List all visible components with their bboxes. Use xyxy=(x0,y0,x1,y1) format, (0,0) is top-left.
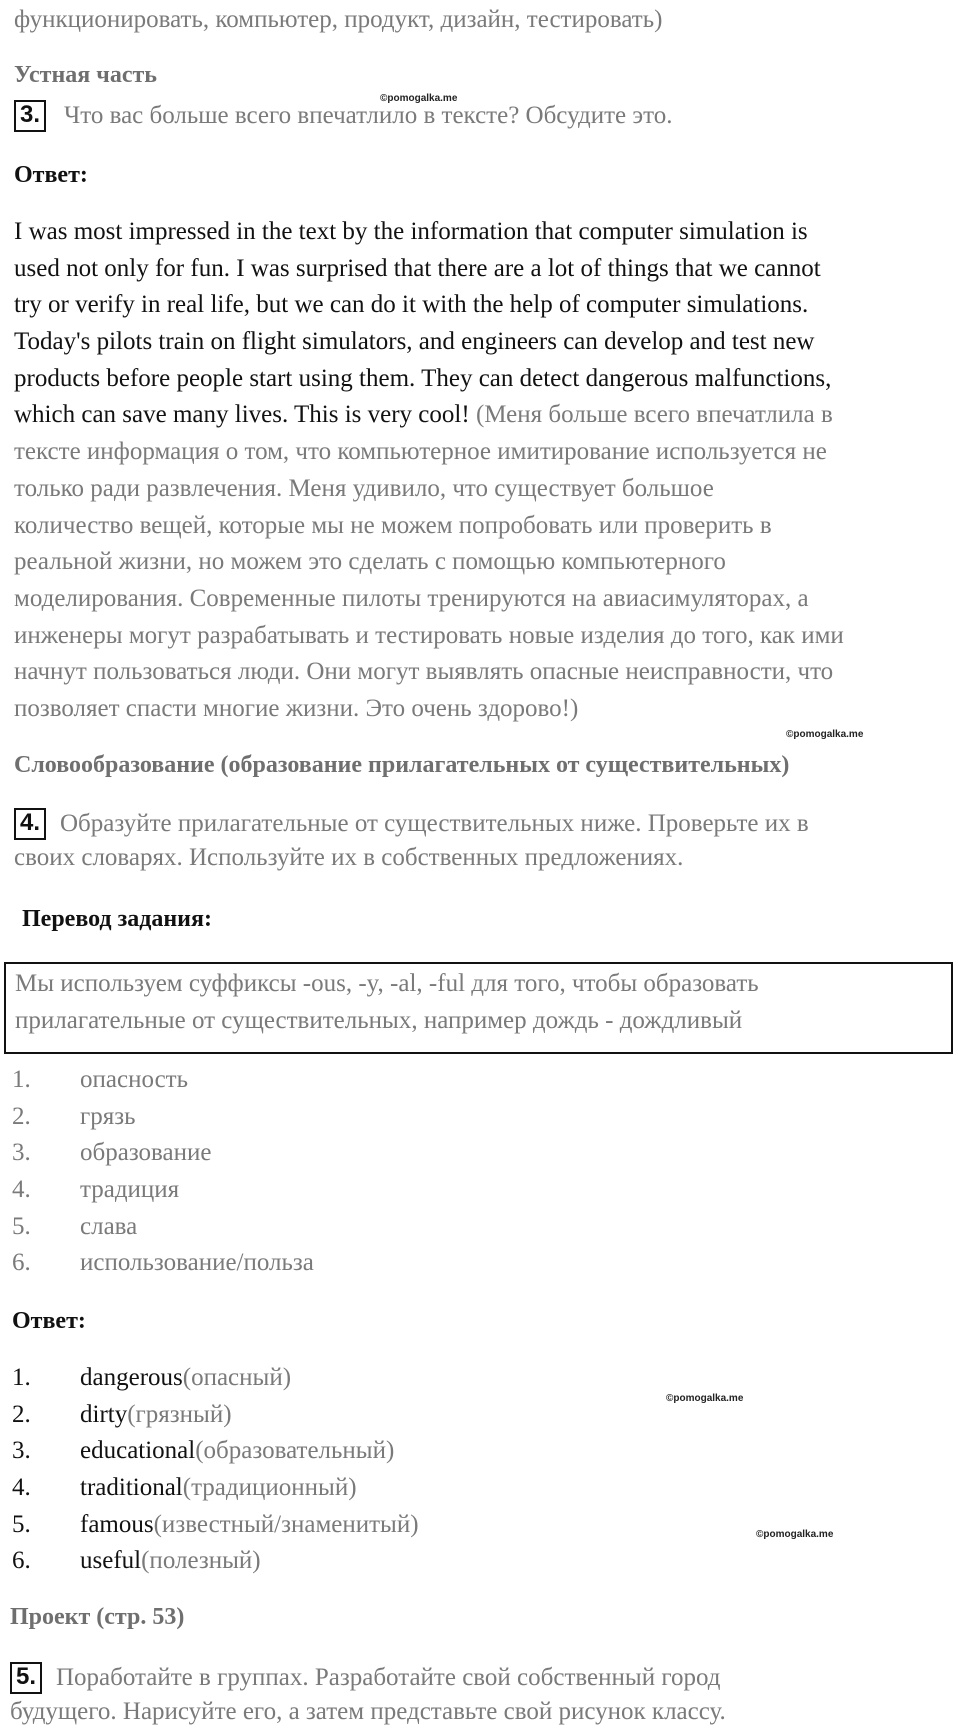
translation-line: Мы используем суффиксы -ous, -y, -al, -ful для того, чтобы образовать xyxy=(15,970,759,997)
answer-line-en: Today's pilots train on flight simulators, and engineers can develop and test new xyxy=(14,328,815,356)
answer-line-ru: только ради развлечения. Меня удивило, что существует большое xyxy=(14,474,714,502)
watermark: ©pomogalka.me xyxy=(786,729,864,740)
task-5 xyxy=(10,1662,726,1731)
watermark: ©pomogalka.me xyxy=(756,1529,834,1540)
list-item: 5. слава xyxy=(12,1212,138,1240)
top-line: функционировать, компьютер, продукт, дизайн, тестировать) xyxy=(14,6,663,33)
answer-line-mixed xyxy=(14,397,954,434)
task-number: 3. xyxy=(14,100,46,132)
task-number: 5. xyxy=(10,1662,42,1694)
answer-line-en: used not only for fun. I was surprised that there are a lot of things that we cannot xyxy=(14,254,821,282)
answer-line-ru: инженеры могут разрабатывать и тестировать новые изделия до того, как ими xyxy=(14,621,844,649)
nouns-list xyxy=(12,1062,314,1282)
task-text: своих словарях. Используйте их в собственных предложениях. xyxy=(14,844,684,871)
answer-label: Ответ: xyxy=(14,162,88,188)
answer-label: Ответ: xyxy=(12,1308,86,1334)
translation-line: прилагательные от существительных, например дождь - дождливый xyxy=(15,1006,743,1034)
answer-line-ru: тексте информация о том, что компьютерное имитирование используется не xyxy=(14,438,827,466)
oral-heading: Устная часть xyxy=(14,62,157,88)
list-item: 6. использование/польза xyxy=(12,1249,314,1277)
task-text: будущего. Нарисуйте его, а затем представьте свой рисунок классу. xyxy=(10,1698,726,1725)
answer-paragraph xyxy=(14,214,954,728)
list-item: 4. traditional (традиционный) xyxy=(12,1474,357,1502)
answer-line-en: try or verify in real life, but we can do it with the help of computer simulations. xyxy=(14,291,809,319)
task-text: Образуйте прилагательные от существительных ниже. Проверьте их в xyxy=(60,810,809,837)
translation-box xyxy=(4,962,953,1054)
project-heading: Проект (стр. 53) xyxy=(10,1604,185,1630)
list-item: 1. dangerous (опасный) xyxy=(12,1364,292,1391)
watermark: ©pomogalka.me xyxy=(380,93,458,104)
answer-line-ru: моделирования. Современные пилоты тренируются на авиасимуляторах, а xyxy=(14,584,809,612)
answer-line-ru: количество вещей, которые мы не можем попробовать или проверить в xyxy=(14,511,772,539)
answer-line-ru: реальной жизни, но можем это сделать с помощью компьютерного xyxy=(14,548,726,576)
word-formation-heading: Словообразование (образование прилагательных от существительных) xyxy=(14,752,790,778)
task-text: Поработайте в группах. Разработайте свой собственный город xyxy=(56,1664,721,1691)
list-item: 3. educational (образовательный) xyxy=(12,1437,395,1465)
watermark: ©pomogalka.me xyxy=(666,1393,744,1404)
task-text: Что вас больше всего впечатлило в тексте? Обсудите это. xyxy=(64,102,673,129)
task-4 xyxy=(14,808,809,877)
answer-ru-start: (Меня больше всего впечатлила в xyxy=(469,401,833,429)
answer-line-en: I was most impressed in the text by the information that computer simulation is xyxy=(14,218,808,245)
list-item: 6. useful (полезный) xyxy=(12,1547,261,1575)
list-item: 4. традиция xyxy=(12,1176,180,1204)
task-number: 4. xyxy=(14,808,46,840)
answer-line-ru: позволяет спасти многие жизни. Это очень здорово!) xyxy=(14,694,579,722)
answer-en-end: which can save many lives. This is very cool! xyxy=(14,401,470,429)
adjectives-list xyxy=(12,1360,419,1580)
list-item: 2. грязь xyxy=(12,1102,136,1130)
list-item: 1. опасность xyxy=(12,1066,188,1093)
translation-heading: Перевод задания: xyxy=(22,906,212,932)
list-item: 2. dirty (грязный) xyxy=(12,1400,232,1428)
list-item: 5. famous (известный/знаменитый) xyxy=(12,1510,419,1538)
answer-line-ru: начнут пользоваться люди. Они могут выявлять опасные неисправности, что xyxy=(14,658,834,686)
answer-line-en: products before people start using them. They can detect dangerous malfunctions, xyxy=(14,364,832,392)
list-item: 3. образование xyxy=(12,1139,212,1167)
task-3 xyxy=(14,100,672,132)
